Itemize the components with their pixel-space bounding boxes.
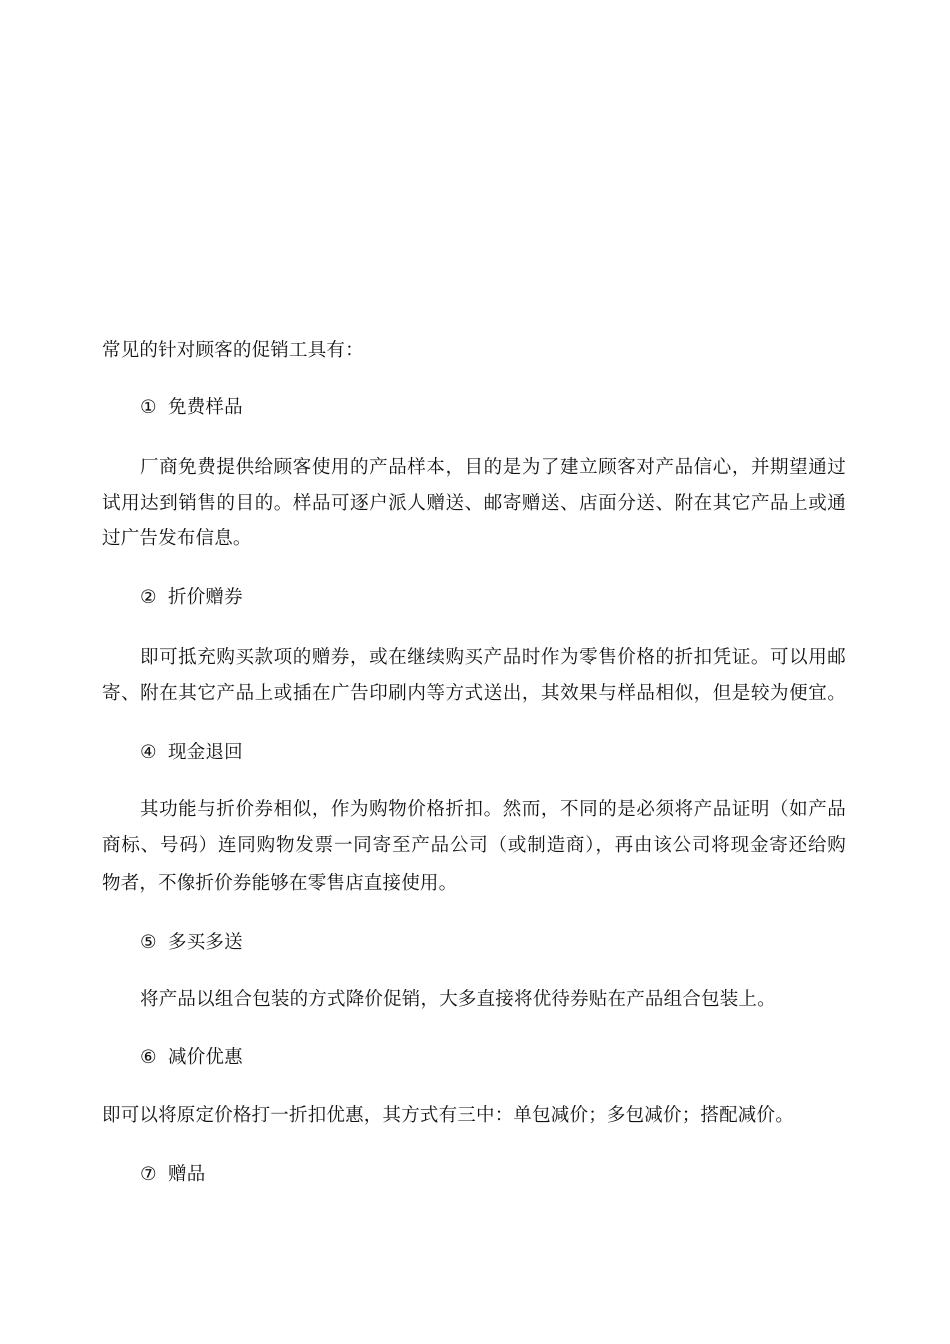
section-heading: [140, 931, 243, 955]
paragraph-line: 即可抵充购买款项的赠券，或在继续购买产品时作为零售价格的折扣凭证。可以用邮: [140, 647, 846, 668]
paragraph-line: 即可以将原定价格打一折扣优惠，其方式有三中：单包减价；多包减价；搭配减价。: [102, 1105, 794, 1126]
paragraph-line: 寄、附在其它产品上或插在广告印刷内等方式送出，其效果与样品相似，但是较为便宜。: [102, 683, 846, 704]
section-number: ④: [140, 742, 157, 763]
paragraph-line: 其功能与折价券相似，作为购物价格折扣。然而，不同的是必须将产品证明（如产品: [140, 799, 846, 820]
intro-paragraph: 常见的针对顾客的促销工具有：: [102, 340, 364, 361]
section-title: 现金退回: [168, 742, 243, 763]
section-title: 赠品: [168, 1164, 206, 1185]
paragraph-line: 商标、号码）连同购物发票一同寄至产品公司（或制造商），再由该公司将现金寄还给购: [102, 835, 846, 856]
section-number: ⑦: [140, 1164, 157, 1185]
section-title: 多买多送: [168, 932, 243, 953]
paragraph-line: 过广告发布信息。: [102, 528, 252, 549]
section-title: 减价优惠: [168, 1047, 243, 1068]
paragraph-line: 厂商免费提供给顾客使用的产品样本，目的是为了建立顾客对产品信心，并期望通过: [140, 457, 846, 478]
paragraph-line: 物者，不像折价券能够在零售店直接使用。: [102, 873, 458, 894]
section-number: ⑥: [140, 1047, 157, 1068]
paragraph-line: 试用达到销售的目的。样品可逐户派人赠送、邮寄赠送、店面分送、附在其它产品上或通: [102, 493, 846, 514]
section-title: 折价赠券: [168, 587, 243, 608]
section-number: ②: [140, 587, 157, 608]
section-heading: [140, 1046, 243, 1070]
section-number: ⑤: [140, 932, 157, 953]
section-number: ①: [140, 397, 157, 418]
section-heading: [140, 741, 243, 765]
section-heading: [140, 396, 243, 420]
paragraph-line: 将产品以组合包装的方式降价促销，大多直接将优待券贴在产品组合包装上。: [140, 989, 776, 1010]
section-heading: [140, 1163, 205, 1187]
section-heading: [140, 586, 243, 610]
section-title: 免费样品: [168, 397, 243, 418]
